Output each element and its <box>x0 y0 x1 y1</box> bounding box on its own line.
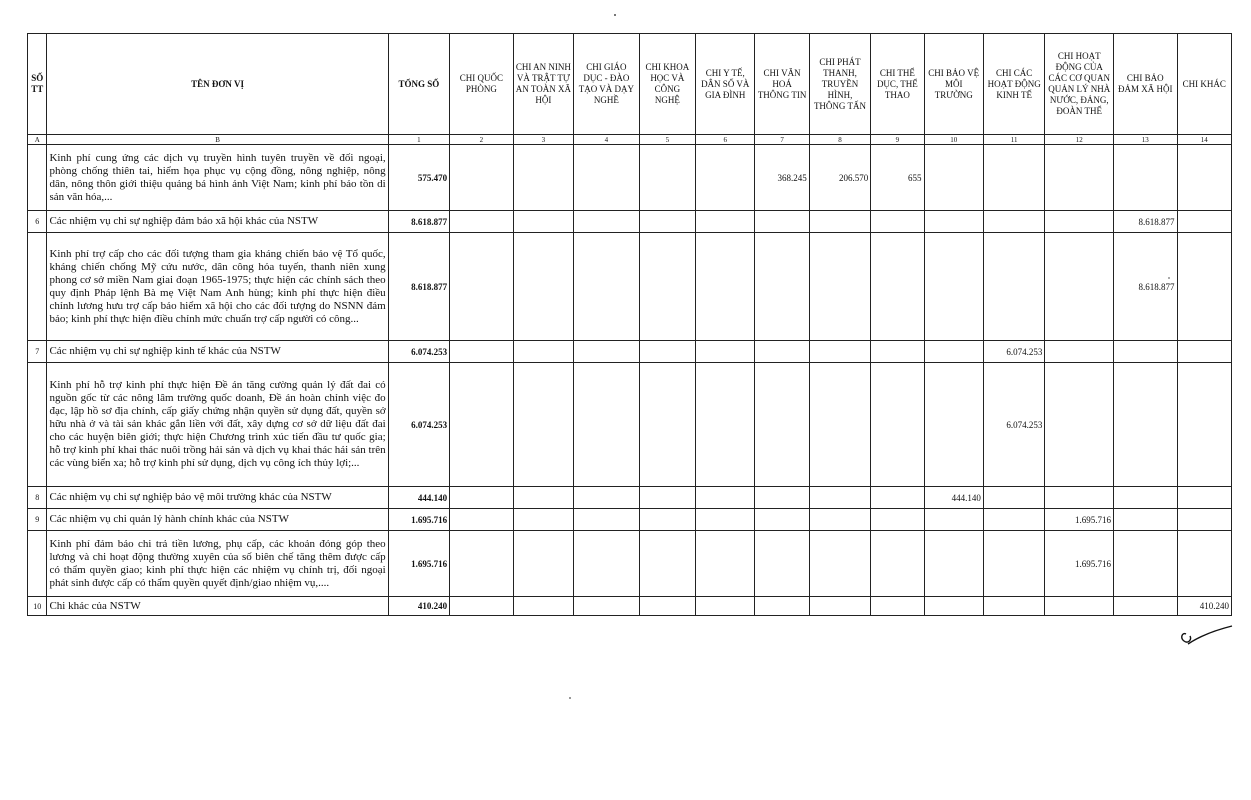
row-environment <box>924 341 983 363</box>
row-broadcasting <box>809 233 870 341</box>
row-security <box>513 509 573 531</box>
row-environment <box>924 509 983 531</box>
budget-table <box>27 33 1232 616</box>
index-cell: 11 <box>983 135 1044 145</box>
row-sports <box>871 597 924 616</box>
row-sports <box>871 211 924 233</box>
row-sports: 655 <box>871 145 924 211</box>
row-social-security <box>1114 145 1178 211</box>
row-total: 444.140 <box>388 487 449 509</box>
row-sports <box>871 341 924 363</box>
index-cell: 14 <box>1177 135 1231 145</box>
row-other <box>1177 363 1231 487</box>
header-health: CHI Y TẾ, DÂN SỐ VÀ GIA ĐÌNH <box>696 34 755 135</box>
row-education <box>574 597 640 616</box>
index-cell: 7 <box>755 135 809 145</box>
index-cell: 9 <box>871 135 924 145</box>
row-other <box>1177 145 1231 211</box>
row-stt: 6 <box>28 211 47 233</box>
row-name: Kinh phí đảm bảo chi trả tiền lương, phụ cấp, các khoản đóng góp theo lương và chi hoạt động thường xuyên của số biên chế tăng thêm được cấp có thẩm quyền giao; kinh phí thực hiện các nhiệm vụ chính trị, đối ngoại phát sinh được cấp có thẩm quyền quyết định/giao nhiệm vụ,.... <box>47 531 388 597</box>
index-cell: 4 <box>574 135 640 145</box>
row-science <box>639 597 695 616</box>
row-other <box>1177 509 1231 531</box>
index-cell: 1 <box>388 135 449 145</box>
row-education <box>574 531 640 597</box>
row-culture <box>755 233 809 341</box>
row-defense <box>450 487 514 509</box>
header-environment: CHI BẢO VỆ MÔI TRƯỜNG <box>924 34 983 135</box>
row-culture <box>755 487 809 509</box>
row-education <box>574 233 640 341</box>
row-administration <box>1045 363 1114 487</box>
header-social-security: CHI BẢO ĐẢM XÃ HỘI <box>1114 34 1178 135</box>
row-social-security: 8.618.877 <box>1114 233 1178 341</box>
row-administration <box>1045 211 1114 233</box>
row-other <box>1177 531 1231 597</box>
header-stt: SỐ TT <box>28 34 47 135</box>
row-name: Chi khác của NSTW <box>47 597 388 616</box>
row-sports <box>871 531 924 597</box>
table-row <box>28 531 1232 597</box>
header-economic: CHI CÁC HOẠT ĐỘNG KINH TẾ <box>983 34 1044 135</box>
row-education <box>574 509 640 531</box>
row-defense <box>450 597 514 616</box>
index-cell: 6 <box>696 135 755 145</box>
row-defense <box>450 341 514 363</box>
row-sports <box>871 487 924 509</box>
header-defense: CHI QUỐC PHÒNG <box>450 34 514 135</box>
row-administration <box>1045 487 1114 509</box>
row-health <box>696 487 755 509</box>
header-culture: CHI VĂN HOÁ THÔNG TIN <box>755 34 809 135</box>
row-administration: 1.695.716 <box>1045 509 1114 531</box>
row-economic: 6.074.253 <box>983 341 1044 363</box>
index-cell: 3 <box>513 135 573 145</box>
row-sports <box>871 363 924 487</box>
row-social-security <box>1114 597 1178 616</box>
budget-table-sheet <box>27 33 1232 616</box>
row-economic <box>983 487 1044 509</box>
index-cell: 5 <box>639 135 695 145</box>
row-name: Kinh phí cung ứng các dịch vụ truyền hình tuyên truyền về đối ngoại, phòng chống thiên tai, hiểm họa phục vụ cộng đồng, nông nghiệp, nông dân, nông thôn giới thiệu quảng bá hình ảnh Việt Nam; kinh phí bảo tồn di sản văn hóa,... <box>47 145 388 211</box>
row-security <box>513 487 573 509</box>
row-health <box>696 211 755 233</box>
row-broadcasting <box>809 363 870 487</box>
row-science <box>639 211 695 233</box>
row-environment: 444.140 <box>924 487 983 509</box>
row-culture: 368.245 <box>755 145 809 211</box>
header-row <box>28 34 1232 135</box>
row-defense <box>450 211 514 233</box>
row-environment <box>924 531 983 597</box>
row-science <box>639 531 695 597</box>
row-broadcasting <box>809 597 870 616</box>
index-cell: A <box>28 135 47 145</box>
header-education: CHI GIÁO DỤC - ĐÀO TẠO VÀ DẠY NGHỀ <box>574 34 640 135</box>
row-culture <box>755 597 809 616</box>
row-security <box>513 145 573 211</box>
row-economic <box>983 597 1044 616</box>
row-stt <box>28 363 47 487</box>
row-name: Kinh phí trợ cấp cho các đối tượng tham gia kháng chiến bảo vệ Tổ quốc, kháng chiến chống Mỹ cứu nước, dân công hỏa tuyến, thanh niên xung phong cơ sở miền Nam giai đoạn 1965-1975; thực hiện các chính sách theo quy định Pháp lệnh Bà mẹ Việt Nam Anh hùng; kinh phí thực hiện điều chỉnh lương hưu trợ cấp bảo hiểm xã hội cho các đối tượng do NSNN đảm bảo; kinh phí thực hiện điều chỉnh mức chuẩn trợ cấp người có công... <box>47 233 388 341</box>
scan-speck <box>614 14 616 16</box>
row-broadcasting <box>809 509 870 531</box>
row-education <box>574 211 640 233</box>
row-social-security <box>1114 509 1178 531</box>
scan-speck <box>1168 277 1170 279</box>
row-science <box>639 233 695 341</box>
row-security <box>513 597 573 616</box>
row-broadcasting <box>809 487 870 509</box>
row-broadcasting <box>809 211 870 233</box>
row-environment <box>924 597 983 616</box>
row-name: Các nhiệm vụ chi quản lý hành chính khác của NSTW <box>47 509 388 531</box>
row-economic <box>983 509 1044 531</box>
row-total: 8.618.877 <box>388 211 449 233</box>
row-social-security: 8.618.877 <box>1114 211 1178 233</box>
row-other <box>1177 487 1231 509</box>
row-stt <box>28 531 47 597</box>
row-culture <box>755 531 809 597</box>
row-other <box>1177 341 1231 363</box>
scan-speck <box>569 697 571 699</box>
row-stt <box>28 145 47 211</box>
row-administration: 1.695.716 <box>1045 531 1114 597</box>
header-sports: CHI THỂ DỤC, THỂ THAO <box>871 34 924 135</box>
table-row <box>28 341 1232 363</box>
column-index-row <box>28 135 1232 145</box>
row-broadcasting: 206.570 <box>809 145 870 211</box>
row-social-security <box>1114 487 1178 509</box>
row-health <box>696 531 755 597</box>
row-name: Các nhiệm vụ chi sự nghiệp kinh tế khác của NSTW <box>47 341 388 363</box>
index-cell: B <box>47 135 388 145</box>
row-broadcasting <box>809 341 870 363</box>
signature-mark <box>1176 622 1236 652</box>
row-environment <box>924 233 983 341</box>
index-cell: 12 <box>1045 135 1114 145</box>
row-science <box>639 487 695 509</box>
row-name: Các nhiệm vụ chi sự nghiệp đảm bảo xã hội khác của NSTW <box>47 211 388 233</box>
row-environment <box>924 363 983 487</box>
row-education <box>574 487 640 509</box>
row-culture <box>755 341 809 363</box>
row-health <box>696 341 755 363</box>
row-environment <box>924 211 983 233</box>
row-total: 410.240 <box>388 597 449 616</box>
row-stt: 7 <box>28 341 47 363</box>
header-other: CHI KHÁC <box>1177 34 1231 135</box>
row-science <box>639 145 695 211</box>
table-row <box>28 211 1232 233</box>
table-body <box>28 145 1232 616</box>
row-total: 6.074.253 <box>388 363 449 487</box>
table-row <box>28 597 1232 616</box>
row-administration <box>1045 145 1114 211</box>
table-row <box>28 487 1232 509</box>
row-other <box>1177 211 1231 233</box>
row-stt: 10 <box>28 597 47 616</box>
row-science <box>639 341 695 363</box>
index-cell: 2 <box>450 135 514 145</box>
row-education <box>574 363 640 487</box>
table-row <box>28 145 1232 211</box>
table-row <box>28 509 1232 531</box>
row-name: Kinh phí hỗ trợ kinh phí thực hiện Đề án tăng cường quản lý đất đai có nguồn gốc từ các nông lâm trường quốc doanh, Đề án hoàn chỉnh việc đo đạc, lập hồ sơ địa chính, cấp giấy chứng nhận quyền sử dụng đất, quyền sở hữu nhà ở và tài sản khác gắn liền với đất, xây dựng cơ sở dữ liệu đất đai cho các huyện biên giới; thực hiện Chương trình xúc tiến đầu tư quốc gia; hỗ trợ kinh phí khai thác nuôi trồng hải sản và dịch vụ khai thác hải sản trên các vùng biển xa; hỗ trợ kinh phí sử dụng, dịch vụ công ích thủy lợi;... <box>47 363 388 487</box>
row-stt: 9 <box>28 509 47 531</box>
row-education <box>574 341 640 363</box>
row-culture <box>755 363 809 487</box>
row-administration <box>1045 233 1114 341</box>
row-total: 8.618.877 <box>388 233 449 341</box>
row-defense <box>450 531 514 597</box>
row-broadcasting <box>809 531 870 597</box>
row-health <box>696 509 755 531</box>
index-cell: 8 <box>809 135 870 145</box>
row-defense <box>450 509 514 531</box>
table-row <box>28 233 1232 341</box>
row-economic: 6.074.253 <box>983 363 1044 487</box>
row-stt: 8 <box>28 487 47 509</box>
table-row <box>28 363 1232 487</box>
row-economic <box>983 145 1044 211</box>
row-security <box>513 341 573 363</box>
header-science: CHI KHOA HỌC VÀ CÔNG NGHỆ <box>639 34 695 135</box>
row-economic <box>983 211 1044 233</box>
header-name: TÊN ĐƠN VỊ <box>47 34 388 135</box>
index-cell: 10 <box>924 135 983 145</box>
row-social-security <box>1114 363 1178 487</box>
row-culture <box>755 211 809 233</box>
row-other: 410.240 <box>1177 597 1231 616</box>
row-health <box>696 363 755 487</box>
row-defense <box>450 145 514 211</box>
row-environment <box>924 145 983 211</box>
header-broadcasting: CHI PHÁT THANH, TRUYỀN HÌNH, THÔNG TẤN <box>809 34 870 135</box>
row-social-security <box>1114 531 1178 597</box>
row-social-security <box>1114 341 1178 363</box>
row-security <box>513 363 573 487</box>
row-health <box>696 597 755 616</box>
row-name: Các nhiệm vụ chi sự nghiệp bảo vệ môi trường khác của NSTW <box>47 487 388 509</box>
row-total: 1.695.716 <box>388 509 449 531</box>
row-total: 1.695.716 <box>388 531 449 597</box>
row-sports <box>871 233 924 341</box>
row-health <box>696 145 755 211</box>
row-economic <box>983 233 1044 341</box>
row-total: 6.074.253 <box>388 341 449 363</box>
row-defense <box>450 363 514 487</box>
row-total: 575.470 <box>388 145 449 211</box>
row-administration <box>1045 597 1114 616</box>
header-security: CHI AN NINH VÀ TRẬT TỰ AN TOÀN XÃ HỘI <box>513 34 573 135</box>
row-security <box>513 211 573 233</box>
header-total: TỔNG SỐ <box>388 34 449 135</box>
row-science <box>639 509 695 531</box>
row-education <box>574 145 640 211</box>
row-other <box>1177 233 1231 341</box>
row-health <box>696 233 755 341</box>
row-science <box>639 363 695 487</box>
row-economic <box>983 531 1044 597</box>
row-security <box>513 531 573 597</box>
row-administration <box>1045 341 1114 363</box>
row-culture <box>755 509 809 531</box>
index-cell: 13 <box>1114 135 1178 145</box>
row-stt <box>28 233 47 341</box>
row-security <box>513 233 573 341</box>
row-sports <box>871 509 924 531</box>
header-administration: CHI HOẠT ĐỘNG CỦA CÁC CƠ QUAN QUẢN LÝ NHÀ NƯỚC, ĐẢNG, ĐOÀN THỂ <box>1045 34 1114 135</box>
row-defense <box>450 233 514 341</box>
